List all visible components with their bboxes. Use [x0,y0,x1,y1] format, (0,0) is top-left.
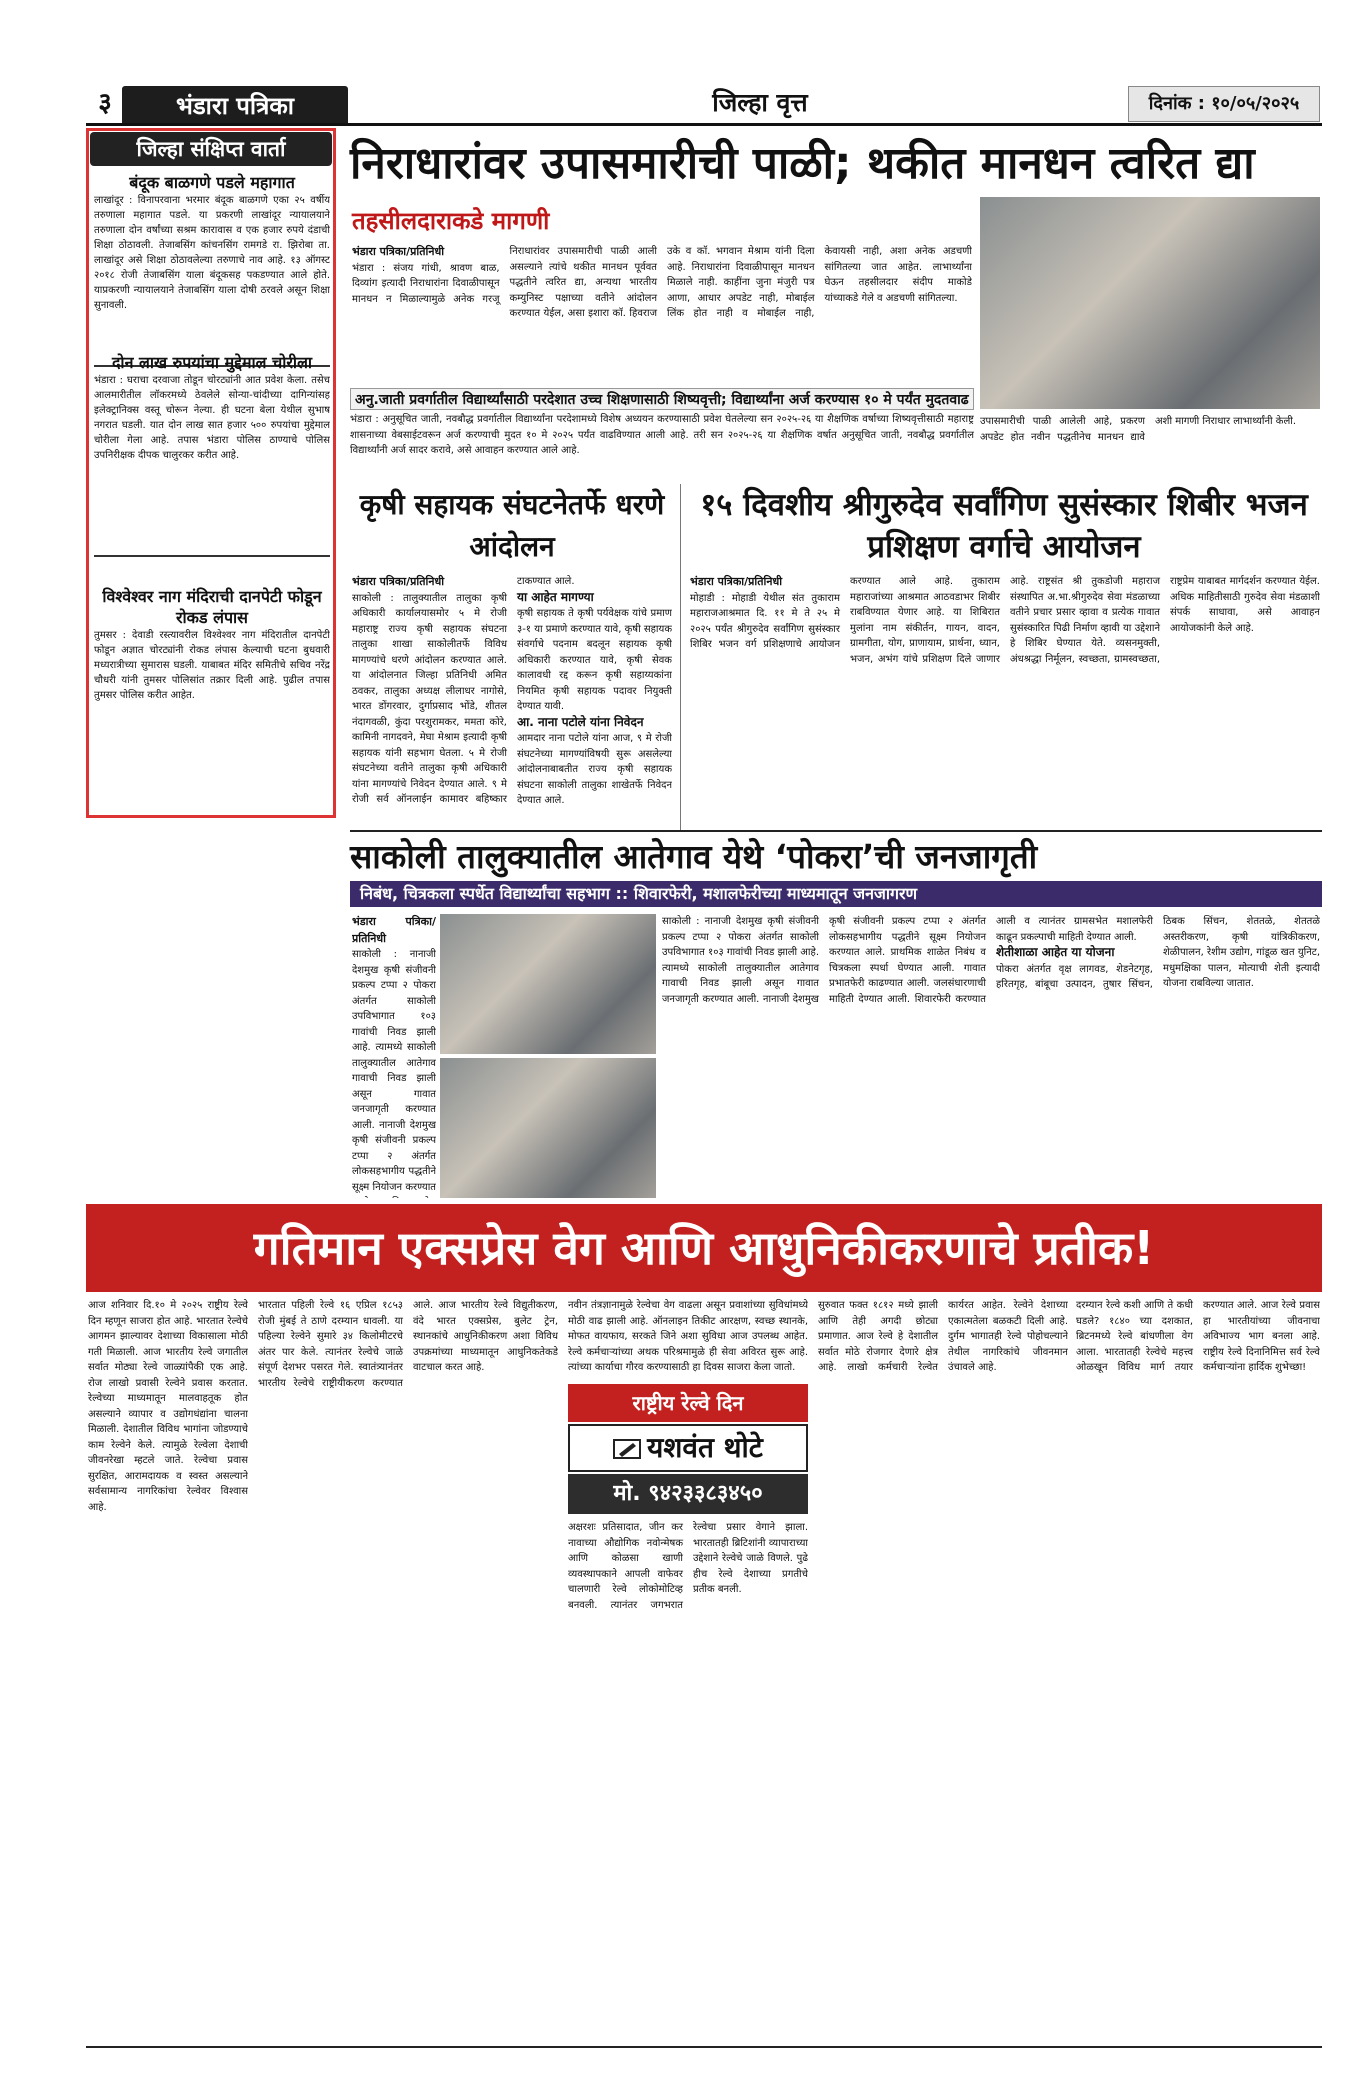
brief-headline: विश्वेश्वर नाग मंदिराची दानपेटी फोडून रोकड लंपास [102,587,322,627]
author-phone: मो. ९४२३३८३४५० [568,1474,808,1514]
lead-byline: भंडारा पत्रिका/प्रतिनिधी [352,245,445,258]
lead-body: भंडारा : संजय गांधी, श्रावण बाळ, दिव्यांग इत्यादी निराधारांना दिवाळीपासून मानधन न मिळाल्यामुळे अनेक गरजू निराधारांवर उपासमारीची पाळी आली असल्याने त्यांचे थकीत मानधन पूर्ववत पद्धतीने त्वरित द्या, अन्यथा भारतीय कम्युनिस्ट पक्षाच्या वतीने आंदोलन करण्यात येईल, असा इशारा कॉ. हिवराज उके व कॉ. भगवान मेश्राम यांनी दिला आहे. निराधारांना दिवाळीपासून मानधन मिळाले नाही. काहींना जुना मंजुरी पत्र आणा, आधार अपडेट नाही, मोबाईल लिंक होत नाही व मोबाईल नाही, केवायसी नाही, अशा अनेक अडचणी सांगितल्या जात आहेत. लाभार्थ्यांना घेऊन तहसीलदार संदीप माकोडे यांच्याकडे गेले व अडचणी सांगितल्या. [352,246,972,319]
page-number: ३ [98,88,112,118]
pokra-subhead: निबंध, चित्रकला स्पर्धेत विद्यार्थ्यांचा सहभाग :: शिवारफेरी, मशालफेरीच्या माध्यमातून जनजागरण [350,881,1322,907]
issue-date: दिनांक : १०/०५/२०२५ [1128,86,1320,122]
lead-story [352,244,972,382]
column-divider [680,484,681,830]
brief-item [94,352,330,557]
pokra-photo [440,1058,656,1198]
brief-body: लाखांदूर : विनापरवाना भरमार बंदूक बाळगणे एका २५ वर्षीय तरुणाला महागात पडले. या प्रकरणी लाखांदूर न्यायालयाने तरुणाला दोन वर्षांच्या सश्रम कारावास व एक हजार रुपये दंडाची शिक्षा ठोठावली. तेजाबसिंग कांचनसिंग रामगडे रा. झिरोबा ता. लाखांदूर असे शिक्षा ठोठावलेल्या तरुणाचे नाव आहे. १३ ऑगस्ट २०१८ रोजी तेजाबसिंग याला बंदूकसह पकडण्यात आले होते. याप्रकरणी न्यायालयाने तेजाबसिंग याला दोषी ठरवले असून शिक्षा सुनावली. [94,195,330,311]
agri-subhead: आ. नाना पटोले यांना निवेदन [517,714,644,729]
agri-subhead: या आहेत मागण्या [517,589,594,604]
masthead-rule [86,123,1322,126]
agri-byline: भंडारा पत्रिका/प्रतिनिधी [352,575,445,588]
rail-column-2 [258,1298,558,2040]
lead-headline: निराधारांवर उपासमारीची पाळी; थकीत मानधन त्वरित द्या [350,138,1255,189]
brief-headline: दोन लाख रुपयांचा मुद्देमाल चोरीला [111,353,313,372]
pokra-byline: भंडारा पत्रिका/प्रतिनिधी [352,915,436,945]
pokra-headline: साकोली तालुक्यातील आतेगाव येथे ‘पोकरा’ची जनजागृती [350,837,1038,876]
paper-logo: भंडारा पत्रिका [122,86,348,126]
section-divider [350,830,1322,832]
agri-sub-body: आमदार नाना पटोले यांना आज, ९ मे रोजी संघटनेच्या मागण्यांविषयी सुरू असलेल्या आंदोलनाबाबतीत राज्य कृषी सहायक संघटना साकोली तालुका शाखेतर्फे निवेदन देण्यात आले. [517,733,672,806]
page-bottom-rule [86,2046,1322,2048]
brief-body: भंडारा : घराचा दरवाजा तोडून चोरट्यांनी आत प्रवेश केला. तसेच आलमारीतील लॉकरमध्ये ठेवलेले सोन्या-चांदीच्या दागिन्यांसह इलेक्ट्रानिक्स वस्तू चोरून नेल्या. ही घटना बेला येथील सुभाष नगरात घडली. यात दोन लाख सात हजार ५०० रुपयांचा मुद्देमाल चोरीला गेला आहे. तपास भंडारा पोलिस ठाण्याचे पोलिस उपनिरीक्षक दीपक चालुरकर करीत आहे. [94,375,330,461]
section-title: जिल्हा वृत्त [712,88,808,117]
author-name: यशवंत थोटे [647,1431,763,1464]
pokra-body: साकोली : नानाजी देशमुख कृषी संजीवनी प्रकल्प टप्पा २ पोकरा अंतर्गत साकोली उपविभागात १०३ गावांची निवड झाली आहे. त्यामध्ये साकोली तालुक्यातील आतेगाव गावाची निवड झाली असून गावात जनजागृती करण्यात आली. नानाजी देशमुख कृषी संजीवनी प्रकल्प टप्पा २ अंतर्गत लोकसहभागीय पद्धतीने सूक्ष्म नियोजन करण्यात [352,949,436,1193]
rail-column-6 [1076,1298,1320,2040]
rail-banner-headline: गतिमान एक्सप्रेस वेग आणि आधुनिकीकरणाचे प्रतीक! [86,1204,1322,1292]
brief-body: तुमसर : देवाडी रस्त्यावरील विश्वेश्वर नाग मंदिरातील दानपेटी फोडून अज्ञात चोरट्यांनी रोकड लंपास केल्याची घटना बुधवारी मध्यरात्रीच्या सुमारास घडली. याबाबत मंदिर समितीचे सचिव नरेंद्र चौधरी यांनी तुमसर पोलिसांत तक्रार दिली आहे. पुढील तपास तुमसर पोलिस करीत आहेत. [94,630,330,701]
pokra-sub-body: पोकरा अंतर्गत वृक्ष लागवड, शेडनेटगृह, हरितगृह, बांबूचा उत्पादन, तुषार सिंचन, ठिबक सिंचन, शेततळे, शेततळे अस्तरीकरण, कृषी यांत्रिकीकरण, शेळीपालन, रेशीम उद्योग, गांडूळ खत युनिट, मधुमक्षिका पालन, मोत्याची शेती इत्यादी योजना राबविल्या जातात. [996,916,1320,990]
rail-body: अक्षरशः प्रतिसादात, जीन कर नावाच्या औद्योगिक नवोन्मेषक आणि कोळसा खाणी व्यवस्थापकाने आपली वाफेवर चालणारी रेल्वे लोकोमोटिव्ह बनवली. त्यानंतर जगभरात रेल्वेचा प्रसार वेगाने झाला. भारतातही ब्रिटिशांनी व्यापाराच्या उद्देशाने रेल्वेचे जाळे विणले. पुढे हीच रेल्वे देशाच्या प्रगतीचे प्रतीक बनली. [568,1522,808,1611]
gurudev-story [690,574,1320,824]
agri-story [352,574,672,824]
pokra-story [662,914,1320,1198]
pokra-body: साकोली : नानाजी देशमुख कृषी संजीवनी प्रकल्प टप्पा २ पोकरा अंतर्गत साकोली उपविभागात १०३ गावांची निवड झाली आहे. त्यामध्ये साकोली तालुक्यातील आतेगाव गावाची निवड झाली असून गावात जनजागृती करण्यात आली. नानाजी देशमुख कृषी संजीवनी प्रकल्प टप्पा २ अंतर्गत लोकसहभागीय पद्धतीने सूक्ष्म नियोजन करण्यात आले. प्राथमिक शाळेत निबंध व चित्रकला स्पर्धा घेण्यात आली. गावात प्रभातफेरी काढण्यात आली. जलसंधारणाची माहिती देण्यात आली. शिवारफेरी करण्यात आली व त्यानंतर ग्रामसभेत मशालफेरी काढून प्रकल्पाची माहिती देण्यात आली. [662,916,1153,1005]
agri-headline: कृषी सहायक संघटनेतर्फे धरणे आंदोलन [359,488,665,563]
rail-column-3 [568,1298,808,1380]
gurudev-byline: भंडारा पत्रिका/प्रतिनिधी [690,575,783,588]
agri-body: साकोली : तालुक्यातील तालुका कृषी अधिकारी कार्यालयासमोर ५ मे रोजी महाराष्ट्र राज्य कृषी सहायक संघटना तालुका शाखा साकोलीतर्फे विविध मागण्यांचे धरणे आंदोलन करण्यात आले. या आंदोलनात जिल्हा प्रतिनिधी अमित ठवकर, तालुका अध्यक्ष लीलाधर नागोसे, भारत डोंगरवार, दुर्गाप्रसाद भोंडे, शीतल नंदागवळी, कुंदा परशुरामकर, ममता कोरे, कामिनी नागदवने, मेघा मेश्राम इत्यादी कृषी सहायक यांनी सहभाग घेतला. ५ मे रोजी संघटनेच्या वतीने तालुका कृषी अधिकारी यांना मागण्यांचे निवेदन देण्यात आले. ९ मे रोजी सर्व ऑनलाईन कामावर बहिष्कार टाकण्यात आले. [352,576,575,805]
author-box [568,1424,808,1472]
rail-column-4 [568,1520,808,2040]
brief-divider [94,555,330,557]
brief-item [94,172,330,367]
lead-photo-caption: उपासमारीची पाळी आलेली आहे, प्रकरण अपडेट होत नवीन पद्धतीनेच मानधन द्यावे अशी मागणी निराधार लाभार्थ्यांनी केली. [980,416,1297,443]
lead-photo [980,197,1320,409]
gurudev-headline: १५ दिवशीय श्रीगुरुदेव सर्वांगिण सुसंस्कार शिबीर भजन प्रशिक्षण वर्गाचे आयोजन [700,487,1308,565]
pokra-subhead: शेतीशाळा आहेत या योजना [996,945,1115,959]
gurudev-body: मोहाडी : मोहाडी येथील संत तुकाराम महाराजआश्रमात दि. ११ मे ते २५ मे २०२५ पर्यंत श्रीगुरुदेव सर्वांगिण सुसंस्कार शिबिर भजन वर्ग प्रशिक्षणाचे आयोजन करण्यात आले आहे. तुकाराम महाराजांच्या आश्रमात आठवडाभर शिबीर राबविण्यात येणार आहे. या शिबिरात मुलांना नाम संकीर्तन, गायन, वादन, ग्रामगीता, योग, प्राणायाम, प्रार्थना, ध्यान, भजन, अभंग यांचे प्रशिक्षण दिले जाणार आहे. राष्ट्रसंत श्री तुकडोजी महाराज संस्थापित अ.भा.श्रीगुरुदेव सेवा मंडळाच्या वतीने प्रचार प्रसार व्हावा व प्रत्येक गावात सुसंस्कारित पिढी निर्माण व्हावी या उद्देशाने हे शिबिर घेण्यात येते. व्यसनमुक्ती, अंधश्रद्धा निर्मूलन, स्वच्छता, ग्रामस्वच्छता, राष्ट्रप्रेम याबाबत मार्गदर्शन करण्यात येईल. अधिक माहितीसाठी गुरुदेव सेवा मंडळाशी संपर्क साधावा, असे आवाहन आयोजकांनी केले आहे. [690,576,1320,665]
agri-sub-body: कृषी सहायक ते कृषी पर्यवेक्षक यांचे प्रमाण ३-१ या प्रमाणे करण्यात यावे, कृषी सहायक संवर्गाचे पदनाम बदलून सहायक कृषी अधिकारी करण्यात यावे, कृषी सेवक कालावधी रद्द करून कृषी सहाय्यकांना नियमित कृषी सहायक पदावर नियुक्ती देण्यात यावी. [517,608,672,712]
briefs-title: जिल्हा संक्षिप्त वार्ता [90,132,332,166]
pokra-photo [440,914,656,1054]
rail-column-1 [88,1298,248,2040]
brief-item [94,586,330,806]
rail-body: आज शनिवार दि.१० मे २०२५ राष्ट्रीय रेल्वे दिन म्हणून साजरा होत आहे. भारतात रेल्वेचे आगमन झाल्यावर देशाच्या विकासाला मोठी गती मिळाली. आज भारतीय रेल्वे जगातील सर्वात मोठ्या रेल्वे जाळ्यांपैकी एक आहे. रोज लाखो प्रवासी रेल्वेने प्रवास करतात. रेल्वेच्या माध्यमातून मालवाहतूक होत असल्याने व्यापार व उद्योगधंद्यांना चालना मिळाली. देशातील विविध भागांना जोडण्याचे काम रेल्वेने केले. त्यामुळे रेल्वेला देशाची जीवनरेखा म्हटले जाते. रेल्वेचा प्रवास सुरक्षित, आरामदायक व स्वस्त असल्याने सर्वसामान्य नागरिकांचा रेल्वेवर विश्वास आहे. [88,1300,248,1513]
notice-body: भंडारा : अनुसूचित जाती, नवबौद्ध प्रवर्गातील विद्यार्थ्यांना परदेशामध्ये विशेष अध्ययन करण्यासाठी प्रवेश घेतलेल्या सन २०२५-२६ या शैक्षणिक वर्षाच्या शिष्यवृत्तीसाठी महाराष्ट्र शासनाच्या वेबसाईटवरून अर्ज करण्याची मुदत १० मे २०२५ पर्यंत वाढविण्यात आली आहे. तरी सन २०२५-२६ या शैक्षणिक वर्षात अनुसूचित जाती, नवबौद्ध प्रवर्गातील विद्यार्थ्यांनी अर्ज सादर करावे, असे आवाहन करण्यात आले आहे. [350,414,974,456]
rail-body: नवीन तंत्रज्ञानामुळे रेल्वेचा वेग वाढला असून प्रवाशांच्या सुविधांमध्ये मोठी वाढ झाली आहे. ऑनलाइन तिकीट आरक्षण, स्वच्छ स्थानके, मोफत वायफाय, सरकते जिने अशा सुविधा आज उपलब्ध आहेत. रेल्वे कर्मचाऱ्यांच्या अथक परिश्रमामुळे ही सेवा अविरत सुरू आहे. त्यांच्या कार्याचा गौरव करण्यासाठी हा दिवस साजरा केला जातो. [568,1300,808,1373]
lead-subhead: तहसीलदाराकडे मागणी [352,207,550,235]
pokra-story-lead [352,914,436,1198]
rail-body: सुरुवात फक्त १८१२ मध्ये झाली आणि तेही अगदी छोट्या प्रमाणात. आज रेल्वे हे देशातील सर्वात मोठे रोजगार देणारे क्षेत्र आहे. लाखो कर्मचारी रेल्वेत कार्यरत आहेत. रेल्वेने देशाच्या एकात्मतेला बळकटी दिली आहे. दुर्गम भागातही रेल्वे पोहोचल्याने तेथील नागरिकांचे जीवनमान उंचावले आहे. [818,1300,1068,1373]
rail-column-5 [818,1298,1068,2040]
pen-icon [613,1438,641,1460]
notice-headline: अनु.जाती प्रवर्गातील विद्यार्थ्यांसाठी परदेशात उच्च शिक्षणासाठी शिष्यवृत्ती; विद्यार्थ्यांना अर्ज करण्यास १० मे पर्यंत मुदतवाढ [350,388,974,410]
rail-body: भारतात पहिली रेल्वे १६ एप्रिल १८५३ रोजी मुंबई ते ठाणे दरम्यान धावली. या पहिल्या रेल्वेने सुमारे ३४ किलोमीटरचे अंतर पार केले. त्यानंतर रेल्वेचे जाळे संपूर्ण देशभर पसरत गेले. स्वातंत्र्यानंतर भारतीय रेल्वेचे राष्ट्रीयीकरण करण्यात आले. आज भारतीय रेल्वे विद्युतीकरण, वंदे भारत एक्सप्रेस, बुलेट ट्रेन, स्थानकांचे आधुनिकीकरण अशा विविध उपक्रमांच्या माध्यमातून आधुनिकतेकडे वाटचाल करत आहे. [258,1300,558,1389]
rail-body: दरम्यान रेल्वे कशी आणि ते कधी घडले? १८४० च्या दशकात, ब्रिटनमध्ये रेल्वे बांधणीला वेग आला. भारतातही रेल्वेचे महत्त्व ओळखून विविध मार्ग तयार करण्यात आले. आज रेल्वे प्रवास हा भारतीयांच्या जीवनाचा अविभाज्य भाग बनला आहे. राष्ट्रीय रेल्वे दिनानिमित्त सर्व रेल्वे कर्मचाऱ्यांना हार्दिक शुभेच्छा! [1076,1300,1320,1373]
brief-headline: बंदूक बाळगणे पडले महागात [129,173,295,192]
rail-day-label: राष्ट्रीय रेल्वे दिन [568,1384,808,1422]
